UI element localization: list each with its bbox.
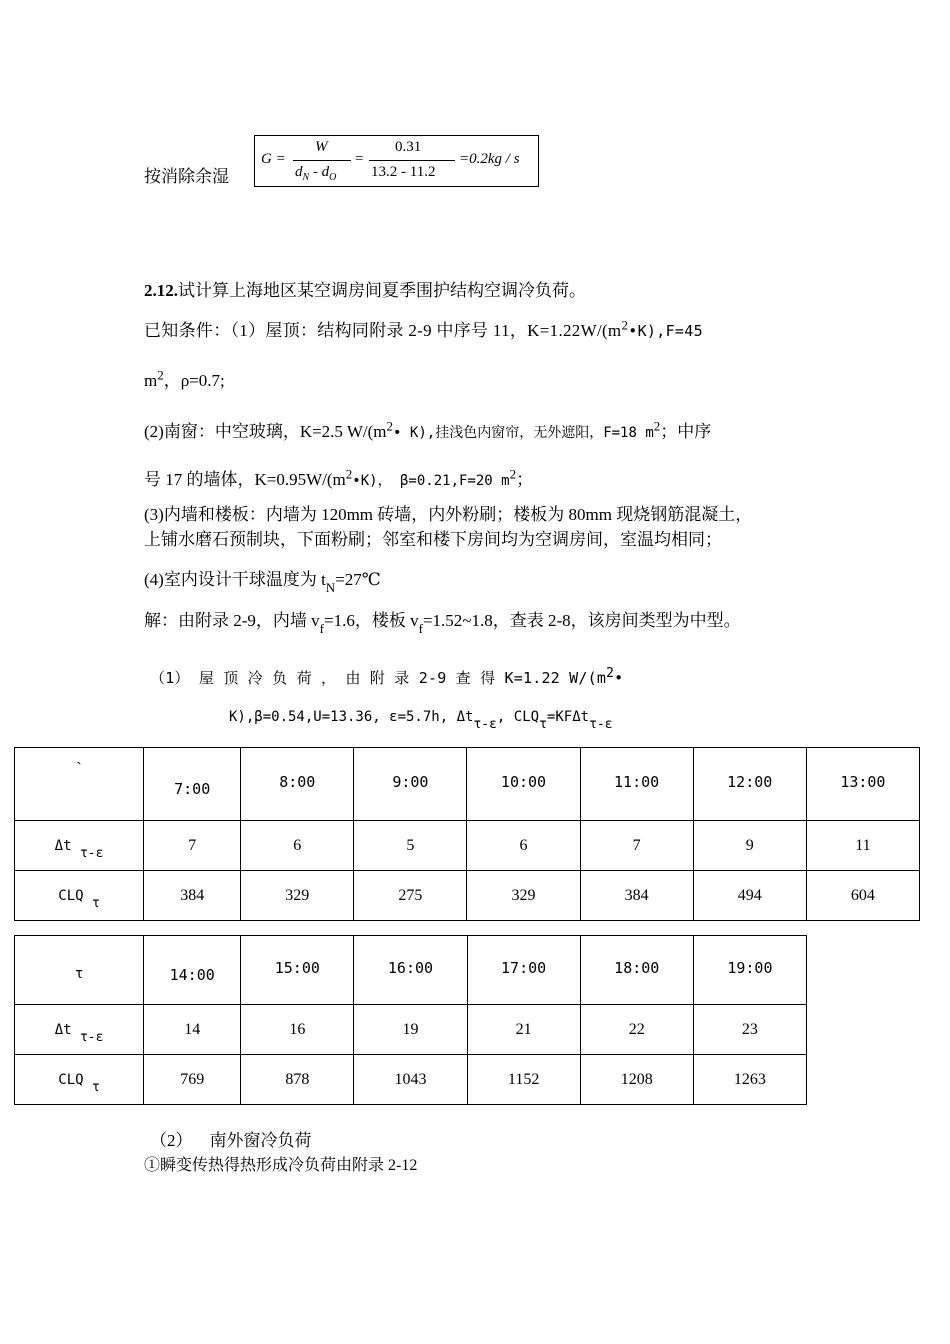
window-item-1: ①瞬变传热得热形成冷负荷由附录 2-12 [144, 1157, 418, 1174]
table2-clq-cell: 1208 [580, 1055, 693, 1105]
table1-clq-cell: 494 [693, 871, 806, 921]
problem-number: 2.12. [144, 281, 178, 300]
table2-time: 18:00 [580, 936, 693, 1005]
table1-time: 7:00 [144, 748, 241, 821]
table-row [15, 936, 807, 1005]
table-row [15, 871, 920, 921]
table1-clq-cell: 384 [580, 871, 693, 921]
table2-time: 14:00 [144, 936, 241, 1005]
formula-lhs: G = [261, 151, 286, 167]
table1-time: 13:00 [806, 748, 919, 821]
condition-4: (4)室内设计干球温度为 $t_N=27℃$ [144, 570, 381, 595]
formula-eq2: = [355, 151, 364, 167]
table2-clq-cell: 769 [144, 1055, 241, 1105]
moisture-formula-box [254, 135, 539, 187]
table2-clq-cell: 1043 [354, 1055, 467, 1105]
condition-3-line1: (3)内墙和楼板：内墙为 120mm 砖墙，内外粉刷；楼板为 80mm 现烧钢筋混凝土， [144, 505, 753, 524]
table1-clq-cell: 275 [354, 871, 467, 921]
table2-dt-label: Δt τ-ε [15, 1005, 144, 1055]
table2-time: 19:00 [693, 936, 806, 1005]
table1-time: 8:00 [241, 748, 354, 821]
table1-clq-label: CLQ τ [15, 871, 144, 921]
table1-time: 9:00 [354, 748, 467, 821]
table-row [15, 1055, 807, 1105]
formula-den2: 13.2 - 11.2 [371, 164, 436, 180]
table1-time: 12:00 [693, 748, 806, 821]
table1-dt-cell: 5 [354, 821, 467, 871]
table1-corner: ` [15, 748, 144, 821]
table1-dt-cell: 7 [580, 821, 693, 871]
table1-dt-cell: 11 [806, 821, 919, 871]
table1-dt-cell: 9 [693, 821, 806, 871]
table2-dt-cell: 21 [467, 1005, 580, 1055]
table-row [15, 748, 920, 821]
problem-title: 试计算上海地区某空调房间夏季围护结构空调冷负荷。 [178, 281, 586, 300]
formula-bar2 [369, 160, 455, 161]
table-row [15, 821, 920, 871]
roof-heading: （1） 屋 顶 冷 负 荷 ， 由 附 录 2-9 查 得 K=1.22 $W/(m^2•$ [150, 666, 624, 687]
table2-clq-cell: 1152 [467, 1055, 580, 1105]
formula-den1: $d_N - d_O$ [295, 164, 337, 183]
moisture-label: 按消除余湿 [144, 167, 229, 186]
table1-dt-cell: 7 [144, 821, 241, 871]
condition-1-cont: $m^2$，ρ=0.7; [144, 367, 225, 390]
table2-time: 16:00 [354, 936, 467, 1005]
table2-dt-cell: 19 [354, 1005, 467, 1055]
roof-params: K),β=0.54,U=13.36, ε=5.7h, Δtτ-ε, CLQτ=KFΔtτ-ε [229, 709, 613, 732]
table2-time: 17:00 [467, 936, 580, 1005]
table1-dt-cell: 6 [467, 821, 580, 871]
table1-dt-cell: 6 [241, 821, 354, 871]
problem-title-line [144, 276, 586, 301]
condition-2: (2)南窗：中空玻璃，K=2.5 $W/(m^2•$ K),挂浅色内窗帘，无外遮阳，F=18 $m^2$；中序 [144, 418, 712, 441]
table1-dt-label: Δt τ-ε [15, 821, 144, 871]
table1-time: 11:00 [580, 748, 693, 821]
table1-time: 10:00 [467, 748, 580, 821]
condition-1: 已知条件：（1）屋顶：结构同附录 2-9 中序号 11，$K=1.22W/(m^2•K),F=45$ [144, 317, 703, 340]
window-heading: （2） 南外窗冷负荷 [150, 1131, 312, 1150]
table2-dt-cell: 23 [693, 1005, 806, 1055]
table2-clq-cell: 878 [241, 1055, 354, 1105]
roof-load-table-1 [14, 747, 920, 921]
table2-clq-label: CLQ τ [15, 1055, 144, 1105]
table1-clq-cell: 329 [467, 871, 580, 921]
table2-corner: τ [15, 936, 144, 1005]
condition-3-line2: 上铺水磨石预制块，下面粉刷；邻室和楼下房间均为空调房间，室温均相同； [144, 530, 722, 549]
formula-num1: W [315, 139, 328, 155]
table-row [15, 1005, 807, 1055]
table2-dt-cell: 16 [241, 1005, 354, 1055]
formula-num2: 0.31 [395, 139, 422, 155]
solution-line: 解：由附录 2-9，内墙 $v_f=1.6$，楼板 $v_f=1.52\sim 1.8$，查表 2-8，该房间类型为中型。 [144, 611, 741, 636]
roof-load-table-2 [14, 935, 807, 1105]
table2-clq-cell: 1263 [693, 1055, 806, 1105]
table1-clq-cell: 329 [241, 871, 354, 921]
table1-clq-cell: 384 [144, 871, 241, 921]
table2-dt-cell: 22 [580, 1005, 693, 1055]
formula-result: =0.2kg / s [459, 151, 520, 167]
table2-time: 15:00 [241, 936, 354, 1005]
condition-2-cont: 号 17 的墙体，$K=0.95W/(m^2•K)$， β=0.21,F=20 $m^2$； [144, 466, 534, 489]
table1-clq-cell: 604 [806, 871, 919, 921]
table2-dt-cell: 14 [144, 1005, 241, 1055]
formula-bar1 [293, 160, 351, 161]
